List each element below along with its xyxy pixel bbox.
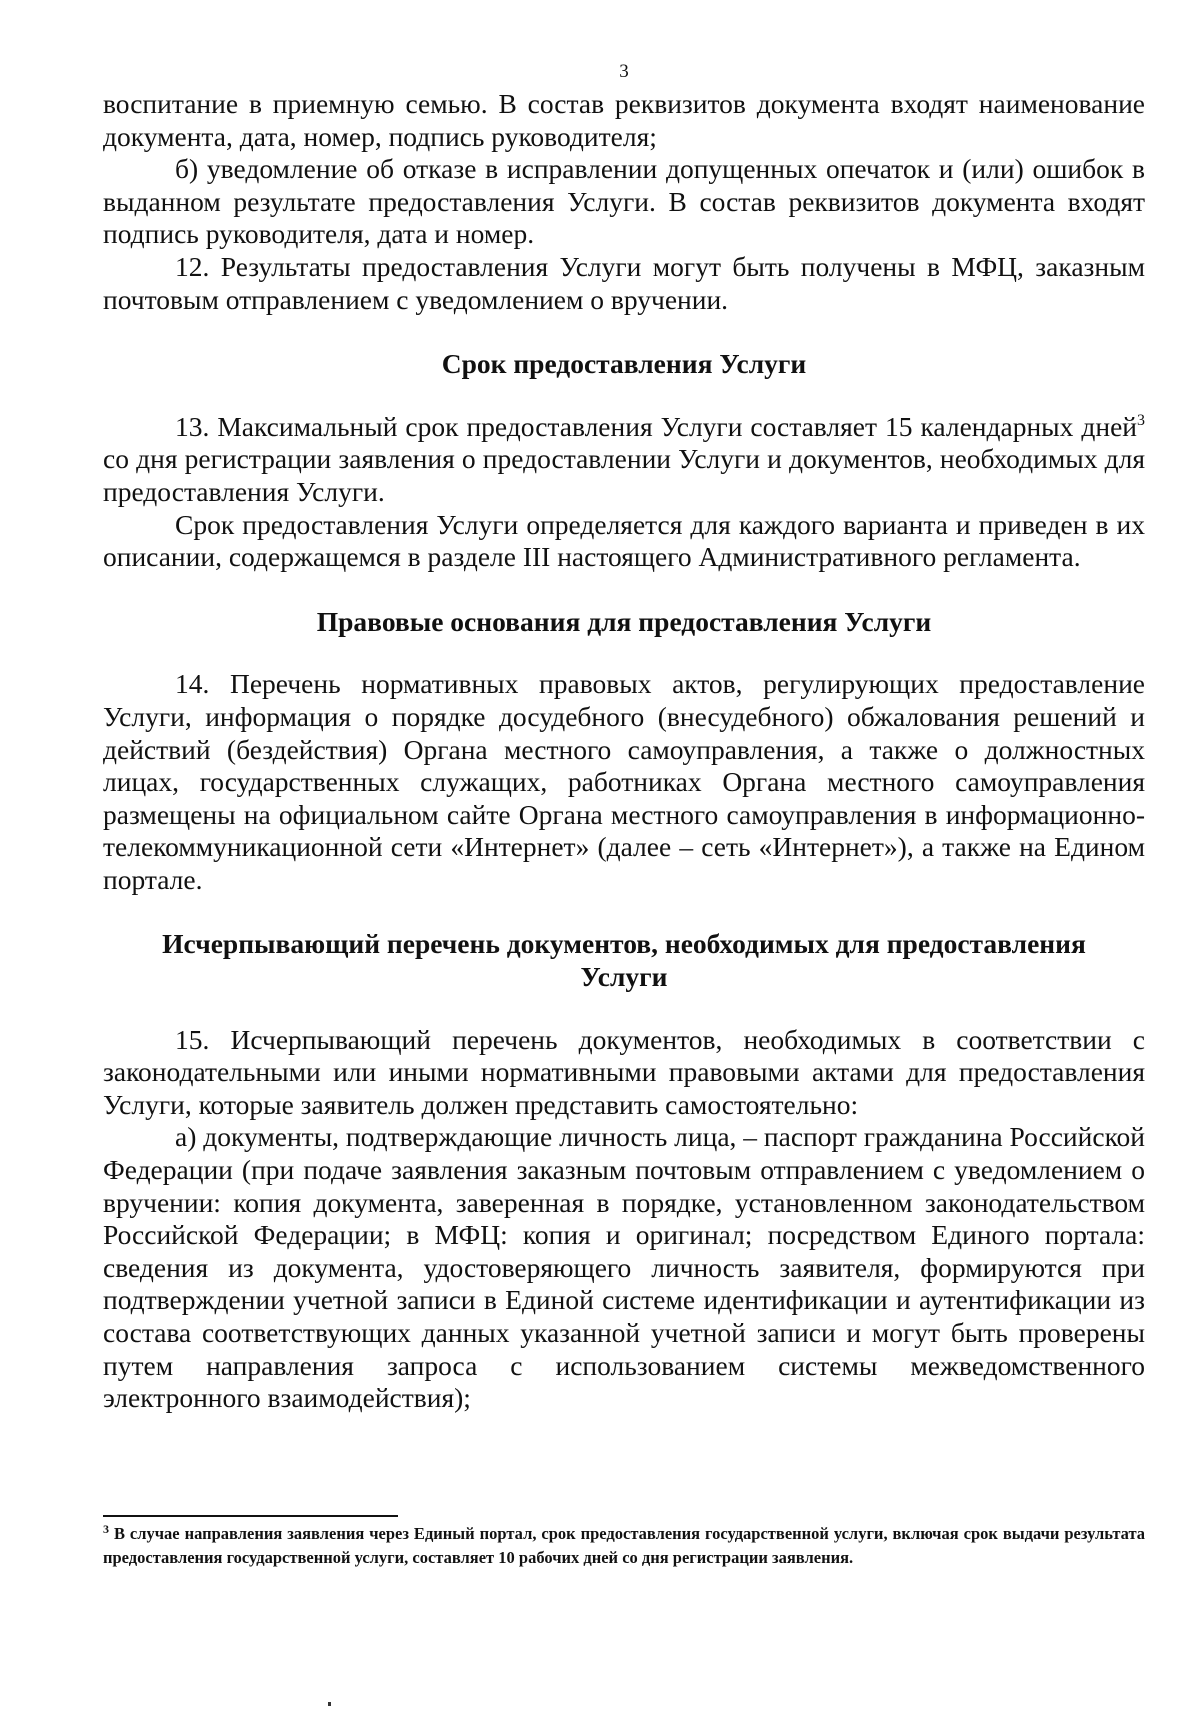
paragraph-11b: б) уведомление об отказе в исправлении допущенных опечаток и (или) ошибок в выданном результате предоставления Услуги. В состав реквизитов документа входят подпись руководителя, дата и номер. <box>103 153 1145 250</box>
paragraph-13 <box>103 411 1145 509</box>
footnote-text: В случае направления заявления через Единый портал, срок предоставления государственной услуги, включая срок выдачи результата предоставления государственной услуги, составляет 10 рабочих дней со дня регистрации заявления. <box>103 1524 1145 1567</box>
paragraph-13-text-rest: со дня регистрации заявления о предоставлении Услуги и документов, необходимых для предоставления Услуги. <box>103 443 1145 507</box>
heading-documents-line1: Исчерпывающий перечень документов, необходимых для предоставления <box>162 928 1086 960</box>
paragraph-14: 14. Перечень нормативных правовых актов, регулирующих предоставление Услуги, информация о порядке досудебного (внесудебного) обжалования решений и действий (бездействия) Органа местного самоуправления, а также о должностных лицах, государственных служащих, работниках Органа местного самоуправления размещены на официальном сайте Органа местного самоуправления в информационно-телекоммуникационной сети «Интернет» (далее – сеть «Интернет»), а также на Едином портале. <box>103 668 1145 895</box>
scan-artifact <box>328 1702 331 1706</box>
footnote-divider <box>103 1515 398 1517</box>
paragraph-15: 15. Исчерпывающий перечень документов, необходимых в соответствии с законодательными или иными нормативными правовыми актами для предоставления Услуги, которые заявитель должен представить самостоятельно: <box>103 1023 1145 1120</box>
heading-documents-line2: Услуги <box>580 961 668 993</box>
page-number: 3 <box>619 61 629 82</box>
paragraph-13-text: 13. Максимальный срок предоставления Услуги составляет 15 календарных дней <box>175 410 1137 442</box>
paragraph-15a: а) документы, подтверждающие личность лица, – паспорт гражданина Российской Федерации (при подаче заявления заказным почтовым отправлением с уведомлением о вручении: копия документа, заверенная в порядке, установленном законодательством Российской Федерации; в МФЦ: копия и оригинал; посредством Единого портала: сведения из документа, удостоверяющего личность заявителя, формируются при подтверждении учетной записи в Единой системе идентификации и аутентификации из состава соответствующих данных указанной учетной записи и могут быть проверены путем направления запроса с использованием системы межведомственного электронного взаимодействия); <box>103 1121 1145 1414</box>
document-page <box>103 60 1145 1415</box>
paragraph-12: 12. Результаты предоставления Услуги могут быть получены в МФЦ, заказным почтовым отправлением с уведомлением о вручении. <box>103 250 1145 315</box>
heading-legal-basis: Правовые основания для предоставления Услуги <box>316 605 932 637</box>
footnote <box>103 1522 1145 1570</box>
footnote-mark: 3 <box>103 1522 109 1536</box>
heading-documents <box>103 928 1145 993</box>
paragraph-continuation: воспитание в приемную семью. В состав реквизитов документа входят наименование документа, дата, номер, подпись руководителя; <box>103 88 1145 152</box>
heading-term: Срок предоставления Услуги <box>441 348 807 380</box>
paragraph-13b: Срок предоставления Услуги определяется для каждого варианта и приведен в их описании, содержащемся в разделе III настоящего Административного регламента. <box>103 508 1145 573</box>
footnote-reference: 3 <box>1137 411 1145 429</box>
